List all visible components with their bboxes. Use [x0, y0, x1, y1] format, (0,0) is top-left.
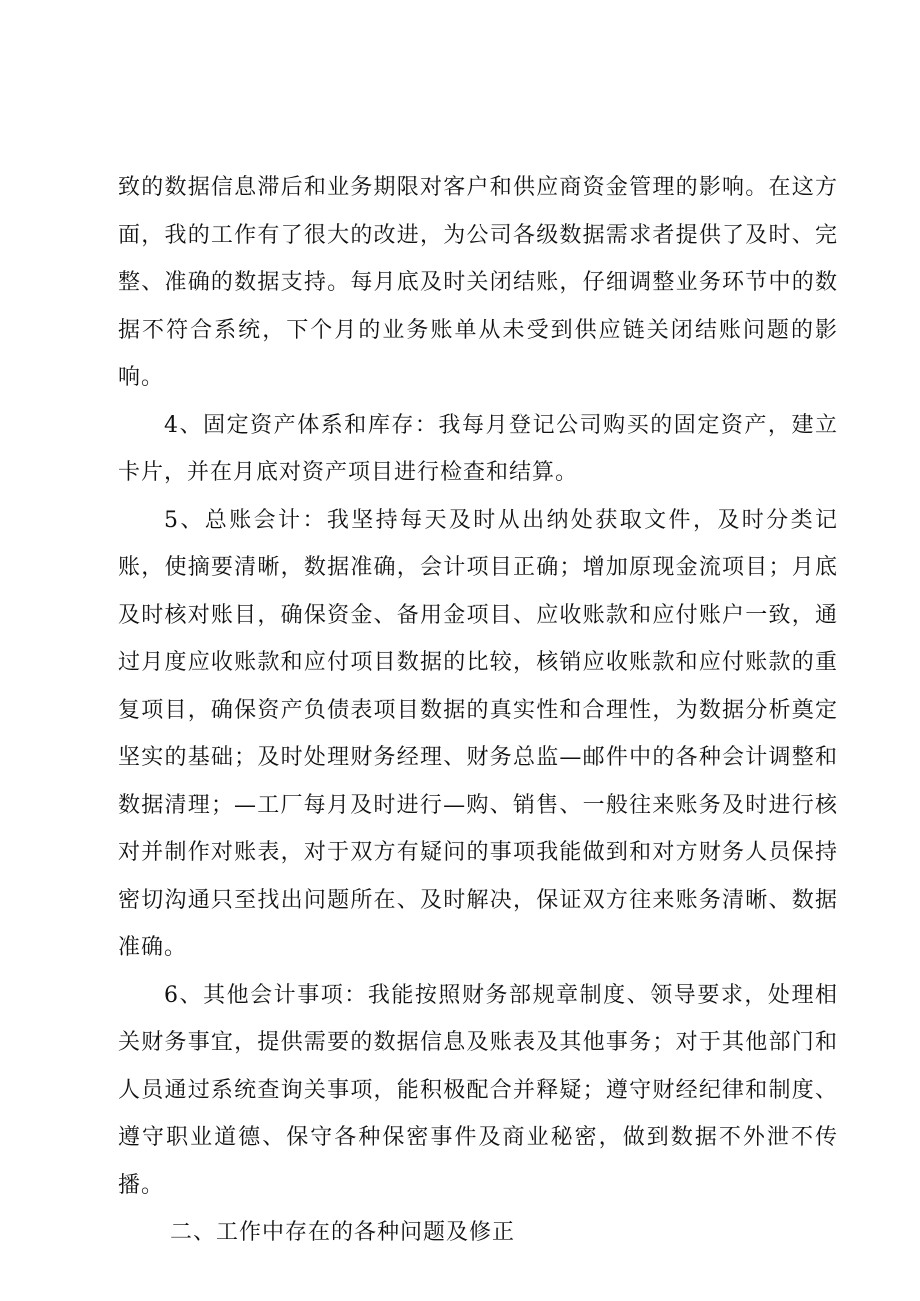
paragraph-continuation: 致的数据信息滞后和业务期限对客户和供应商资金管理的影响。在这方面，我的工作有了很大的改进，为公司各级数据需求者提供了及时、完整、准确的数据支持。每月底及时关闭结账，仔细调整业务环节中的数据不符合系统，下个月的业务账单从未受到供应链关闭结账问题的影响。: [118, 175, 838, 390]
paragraph-fixed-assets: 4、固定资产体系和库存：我每月登记公司购买的固定资产，建立卡片，并在月底对资产项目进行检查和结算。: [118, 412, 838, 485]
paragraph-general-ledger: 5、总账会计：我坚持每天及时从出纳处获取文件，及时分类记账，使摘要清晰，数据准确，会计项目正确；增加原现金流项目；月底及时核对账目，确保资金、备用金项目、应收账款和应付账户一致，通过月度应收账款和应付项目数据的比较，核销应收账款和应付账款的重复项目，确保资产负债表项目数据的真实性和合理性，为数据分析奠定坚实的基础；及时处理财务经理、财务总监—邮件中的各种会计调整和数据清理；—工厂每月及时进行—购、销售、一般往来账务及时进行核对并制作对账表，对于双方有疑问的事项我能做到和对方财务人员保持密切沟通只至找出问题所在、及时解决，保证双方往来账务清晰、数据准确。: [118, 507, 838, 960]
paragraph-other-accounting: 6、其他会计事项：我能按照财务部规章制度、领导要求，处理相关财务事宜，提供需要的数据信息及账表及其他事务；对于其他部门和人员通过系统查询关事项，能积极配合并释疑；遵守财经纪律和制度、遵守职业道德、保守各种保密事件及商业秘密，做到数据不外泄不传播。: [118, 982, 838, 1198]
document-body: [118, 164, 838, 1257]
section-heading: 二、工作中存在的各种问题及修正: [170, 1220, 516, 1245]
